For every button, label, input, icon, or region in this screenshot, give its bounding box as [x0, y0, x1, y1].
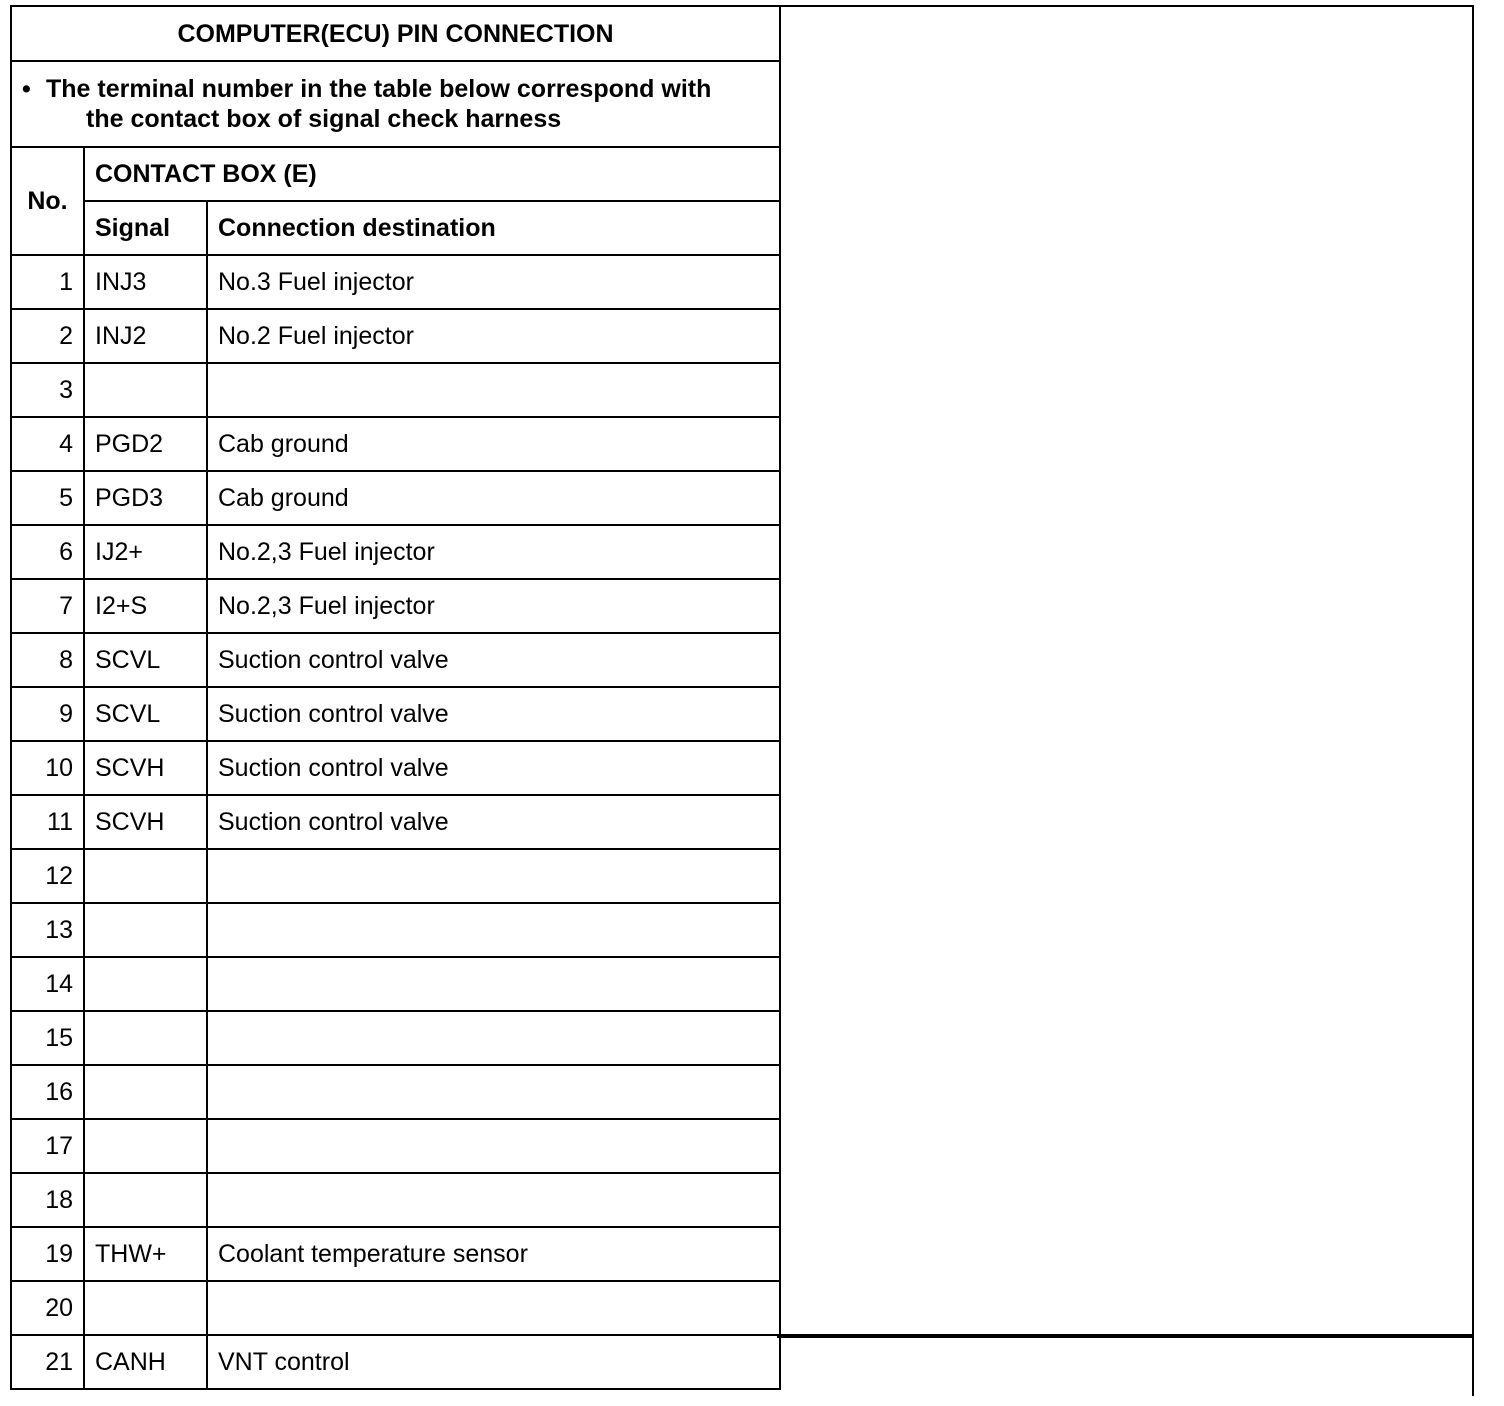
table-row	[11, 741, 780, 795]
signal-name: PGD3	[84, 471, 207, 525]
pin-number: 6	[11, 525, 84, 579]
signal-name	[84, 1281, 207, 1335]
connection-destination: Cab ground	[207, 417, 780, 471]
signal-name: SCVL	[84, 633, 207, 687]
signal-name	[84, 957, 207, 1011]
signal-name	[84, 1119, 207, 1173]
signal-name: SCVH	[84, 795, 207, 849]
pin-number: 13	[11, 903, 84, 957]
table-row	[11, 255, 780, 309]
signal-name	[84, 849, 207, 903]
connection-destination	[207, 1011, 780, 1065]
pin-number: 1	[11, 255, 84, 309]
pin-connection-table	[10, 5, 781, 1390]
signal-name: THW+	[84, 1227, 207, 1281]
connection-destination	[207, 849, 780, 903]
note-line-1: The terminal number in the table below correspond with	[46, 75, 712, 103]
signal-name: SCVL	[84, 687, 207, 741]
pin-number: 7	[11, 579, 84, 633]
signal-name	[84, 1173, 207, 1227]
pin-number: 14	[11, 957, 84, 1011]
pin-number: 5	[11, 471, 84, 525]
table-row	[11, 633, 780, 687]
table-row	[11, 1065, 780, 1119]
pin-number: 4	[11, 417, 84, 471]
table-row	[11, 903, 780, 957]
connection-destination	[207, 1173, 780, 1227]
pin-number: 3	[11, 363, 84, 417]
table-row	[11, 687, 780, 741]
table-row	[11, 471, 780, 525]
pin-number: 16	[11, 1065, 84, 1119]
pin-number: 9	[11, 687, 84, 741]
table-row	[11, 795, 780, 849]
table-row	[11, 579, 780, 633]
signal-name: INJ3	[84, 255, 207, 309]
pin-number: 15	[11, 1011, 84, 1065]
signal-name	[84, 1065, 207, 1119]
signal-name: IJ2+	[84, 525, 207, 579]
connection-destination: No.3 Fuel injector	[207, 255, 780, 309]
connection-destination: No.2,3 Fuel injector	[207, 579, 780, 633]
signal-name: INJ2	[84, 309, 207, 363]
connection-destination: Suction control valve	[207, 741, 780, 795]
pin-number: 20	[11, 1281, 84, 1335]
connection-destination: VNT control	[207, 1335, 780, 1389]
pin-number: 19	[11, 1227, 84, 1281]
table-row	[11, 1011, 780, 1065]
page-frame-continuation	[777, 1336, 1474, 1396]
header-contact-box: CONTACT BOX (E)	[84, 147, 780, 201]
connection-destination	[207, 903, 780, 957]
table-row	[11, 1173, 780, 1227]
connection-destination	[207, 957, 780, 1011]
pin-number: 18	[11, 1173, 84, 1227]
note-line-2: the contact box of signal check harness	[86, 105, 562, 133]
header-no: No.	[11, 147, 84, 255]
pin-number: 17	[11, 1119, 84, 1173]
signal-name	[84, 903, 207, 957]
connection-destination: Suction control valve	[207, 633, 780, 687]
pin-number: 10	[11, 741, 84, 795]
table-row	[11, 525, 780, 579]
signal-name: CANH	[84, 1335, 207, 1389]
connection-destination: No.2,3 Fuel injector	[207, 525, 780, 579]
table-row	[11, 1281, 780, 1335]
pin-number: 21	[11, 1335, 84, 1389]
signal-name	[84, 1011, 207, 1065]
connection-destination	[207, 1065, 780, 1119]
pin-number: 8	[11, 633, 84, 687]
table-row	[11, 1119, 780, 1173]
signal-name: SCVH	[84, 741, 207, 795]
connection-destination	[207, 363, 780, 417]
signal-name: I2+S	[84, 579, 207, 633]
table-row	[11, 309, 780, 363]
table-row	[11, 363, 780, 417]
pin-number: 2	[11, 309, 84, 363]
table-body	[11, 255, 780, 1389]
connection-destination: Coolant temperature sensor	[207, 1227, 780, 1281]
table-row	[11, 1335, 780, 1389]
connection-destination	[207, 1119, 780, 1173]
signal-name	[84, 363, 207, 417]
connection-destination: Suction control valve	[207, 687, 780, 741]
table-title: COMPUTER(ECU) PIN CONNECTION	[11, 6, 780, 61]
header-signal: Signal	[84, 201, 207, 255]
connection-destination: Suction control valve	[207, 795, 780, 849]
note-bullet: •	[22, 75, 31, 103]
table-note	[11, 61, 780, 147]
header-destination: Connection destination	[207, 201, 780, 255]
table-row	[11, 1227, 780, 1281]
table-row	[11, 849, 780, 903]
table-row	[11, 417, 780, 471]
connection-destination: No.2 Fuel injector	[207, 309, 780, 363]
connection-destination	[207, 1281, 780, 1335]
connection-destination: Cab ground	[207, 471, 780, 525]
table-row	[11, 957, 780, 1011]
signal-name: PGD2	[84, 417, 207, 471]
pin-number: 11	[11, 795, 84, 849]
pin-number: 12	[11, 849, 84, 903]
